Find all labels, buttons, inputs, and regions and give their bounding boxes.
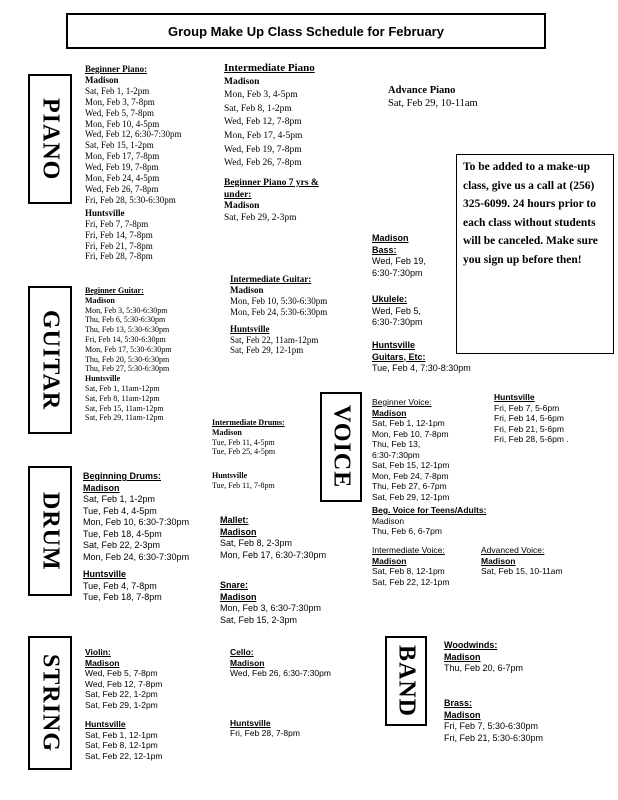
location-label: Madison: [444, 709, 481, 720]
schedule-item: Sat, Feb 8, 12-1pm: [85, 740, 158, 750]
schedule-list: [372, 256, 426, 279]
beginner-guitar-heading: Beginner Guitar:: [85, 286, 144, 295]
intermediate-piano-heading: Intermediate Piano: [224, 62, 315, 74]
location-label: Huntsville: [83, 569, 127, 579]
section-string: STRING: [28, 636, 72, 770]
schedule-item: Tue, Feb 25, 4-5pm: [212, 447, 276, 457]
schedule-item: Mon, Feb 17, 7-8pm: [85, 151, 160, 162]
schedule-item: Tue, Feb 4, 4-5pm: [83, 505, 157, 516]
beginner-piano-7-block: [224, 178, 320, 224]
location-label: Madison: [85, 295, 115, 305]
schedule-list: [224, 89, 315, 171]
schedule-item: Fri, Feb 21, 5:30-6:30pm: [444, 732, 544, 743]
schedule-item: Sat, Feb 1, 1-2pm: [85, 85, 150, 96]
location-label: Madison: [372, 515, 405, 526]
schedule-item: Tue, Feb 4, 7:30-8:30pm: [372, 363, 471, 373]
section-band: BAND: [385, 636, 427, 726]
madison-bass-block: [372, 233, 426, 279]
huntsville-guitars-block: [372, 340, 471, 375]
violin-block: [85, 647, 163, 761]
schedule-item: Thu, Feb 13, 5:30-6:30pm: [85, 325, 170, 335]
cello-heading: Cello:: [230, 647, 254, 657]
schedule-item: 6:30-7:30pm: [372, 317, 423, 327]
schedule-item: Sat, Feb 29, 11am-12pm: [85, 413, 164, 423]
schedule-list: [230, 335, 327, 357]
location-label: Huntsville: [85, 374, 121, 384]
intermediate-guitar-block: [230, 274, 327, 356]
schedule-item: Sat, Feb 29, 12-1pm: [372, 491, 450, 502]
location-label: Madison: [372, 233, 409, 243]
section-voice: VOICE: [320, 392, 362, 502]
schedule-item: Mon, Feb 17, 5:30-6:30pm: [85, 344, 172, 354]
schedule-list: [230, 668, 331, 679]
schedule-item: Mon, Feb 24, 4-5pm: [85, 173, 160, 184]
beginner-piano-block: [85, 64, 182, 262]
schedule-list: [224, 213, 320, 225]
location-label: Madison: [85, 74, 119, 85]
ukulele-block: [372, 294, 423, 329]
schedule-list: [372, 418, 450, 502]
schedule-item: Sat, Feb 8, 1-2pm: [224, 103, 292, 114]
intermediate-drums-block: [212, 418, 285, 491]
mallet-heading: Mallet:: [220, 515, 249, 525]
schedule-item: Mon, Feb 3, 5:30-6:30pm: [85, 305, 168, 315]
beginning-drums-heading: Beginning Drums:: [83, 471, 161, 481]
schedule-item: Sat, Feb 22, 1-2pm: [85, 689, 158, 699]
schedule-item: Sat, Feb 1, 12-1pm: [372, 418, 445, 428]
advance-piano-heading: Advance Piano: [388, 85, 456, 96]
schedule-item: Sat, Feb 15, 11am-12pm: [85, 403, 164, 413]
beg-voice-teens-block: [372, 505, 486, 537]
schedule-item: Mon, Feb 17, 4-5pm: [224, 130, 303, 141]
schedule-item: Sat, Feb 1, 1-2pm: [83, 494, 156, 504]
schedule-item: Tue, Feb 18, 7-8pm: [83, 592, 162, 602]
schedule-item: Mon, Feb 3, 6:30-7:30pm: [220, 603, 322, 613]
schedule-list: [212, 438, 285, 458]
schedule-item: Mon, Feb 24, 6:30-7:30pm: [83, 551, 190, 562]
location-label: Madison: [444, 651, 481, 662]
schedule-item: Sat, Feb 8, 12-1pm: [372, 566, 445, 576]
brass-heading: Brass:: [444, 698, 473, 708]
woodwinds-block: [444, 640, 523, 675]
schedule-item: Tue, Feb 11, 4-5pm: [212, 437, 275, 447]
schedule-list: [85, 86, 182, 206]
intermediate-drums-heading: Intermediate Drums:: [212, 418, 285, 427]
schedule-item: Sat, Feb 22, 11am-12pm: [230, 334, 319, 345]
location-label: Huntsville: [372, 340, 416, 350]
location-label: Huntsville: [85, 207, 125, 218]
schedule-item: Sat, Feb 29, 10-11am: [388, 98, 478, 109]
location-label: Madison: [372, 407, 407, 418]
schedule-list: [85, 306, 171, 375]
schedule-item: Wed, Feb 5, 7-8pm: [85, 668, 158, 678]
location-label: Huntsville: [494, 392, 535, 402]
ukulele-heading: Ukulele:: [372, 294, 408, 304]
schedule-item: Sat, Feb 29, 1-2pm: [85, 699, 158, 710]
schedule-item: Mon, Feb 3, 7-8pm: [85, 96, 155, 107]
violin-heading: Violin:: [85, 647, 111, 657]
beginner-piano-heading: Beginner Piano:: [85, 64, 148, 74]
schedule-list: [444, 721, 543, 744]
woodwinds-heading: Woodwinds:: [444, 640, 498, 650]
schedule-item: Mon, Feb 10, 6:30-7:30pm: [83, 517, 190, 527]
location-label: Madison: [230, 657, 265, 668]
section-guitar: GUITAR: [28, 286, 72, 434]
schedule-item: Sat, Feb 22, 2-3pm: [83, 540, 161, 550]
location-label: Madison: [220, 591, 257, 602]
intermediate-piano-block: [224, 62, 315, 171]
schedule-item: Mon, Feb 17, 6:30-7:30pm: [220, 549, 327, 560]
schedule-item: Mon, Feb 24, 7-8pm: [372, 470, 449, 481]
snare-heading: Snare:: [220, 580, 249, 590]
schedule-list: [85, 219, 182, 263]
page-title: Group Make Up Class Schedule for February: [66, 13, 546, 49]
section-drum: DRUM: [28, 466, 72, 596]
schedule-item: Tue, Feb 4, 7-8pm: [83, 580, 157, 591]
schedule-item: Sat, Feb 29, 12-1pm: [230, 345, 304, 356]
schedule-list: [388, 97, 478, 110]
notice-box: To be added to a make-up class, give us a call at (256) 325-6099. 24 hours prior to each class without students will be canceled. Make sure you sign up before then!: [456, 154, 614, 354]
schedule-item: Wed, Feb 12, 6:30-7:30pm: [85, 129, 182, 140]
schedule-item: Mon, Feb 10, 5:30-6:30pm: [230, 295, 328, 306]
schedule-item: Wed, Feb 5, 7-8pm: [85, 107, 155, 118]
advanced-voice-block: [481, 545, 563, 577]
schedule-item: Sat, Feb 22, 12-1pm: [85, 750, 163, 761]
schedule-item: Fri, Feb 14, 7-8pm: [85, 229, 153, 240]
location-label: Huntsville: [230, 323, 270, 334]
mallet-block: [220, 515, 326, 561]
brass-block: [444, 698, 543, 744]
beginning-drums-block: [83, 471, 189, 604]
cello-block: [230, 647, 331, 739]
schedule-item: Thu, Feb 13,: [372, 439, 421, 449]
schedule-item: Wed, Feb 12, 7-8pm: [85, 678, 163, 689]
intermediate-guitar-heading: Intermediate Guitar:: [230, 274, 312, 284]
schedule-list: [220, 538, 326, 561]
schedule-item: Mon, Feb 10, 7-8pm: [372, 428, 449, 439]
schedule-item: Sat, Feb 15, 10-11am: [481, 566, 563, 576]
schedule-item: Fri, Feb 28, 7-8pm: [230, 728, 300, 738]
schedule-item: Thu, Feb 20, 6-7pm: [444, 663, 524, 673]
beg-voice-teens-heading: Beg. Voice for Teens/Adults:: [372, 505, 487, 515]
location-label: Madison: [372, 555, 407, 566]
schedule-item: Thu, Feb 20, 5:30-6:30pm: [85, 354, 170, 364]
location-label: Madison: [224, 201, 260, 211]
schedule-list: [372, 526, 486, 537]
schedule-item: Wed, Feb 26, 7-8pm: [224, 158, 302, 169]
schedule-item: Fri, Feb 28, 5:30-6:30pm: [85, 194, 176, 205]
schedule-list: [220, 603, 321, 626]
advanced-voice-heading: Advanced Voice:: [481, 545, 545, 555]
advance-piano-block: [388, 84, 478, 110]
schedule-item: Sat, Feb 1, 11am-12pm: [85, 383, 160, 393]
location-label: Madison: [212, 427, 242, 437]
huntsville-guitars-heading: Guitars, Etc:: [372, 351, 426, 362]
schedule-item: Thu, Feb 27, 6-7pm: [372, 481, 447, 491]
schedule-item: Wed, Feb 26, 7-8pm: [85, 183, 159, 194]
schedule-item: Sat, Feb 22, 12-1pm: [372, 576, 450, 587]
schedule-item: 6:30-7:30pm: [372, 267, 423, 278]
schedule-list: [372, 306, 423, 329]
snare-block: [220, 580, 321, 626]
intermediate-voice-heading: Intermediate Voice:: [372, 545, 445, 555]
schedule-list: [494, 403, 569, 445]
schedule-item: Fri, Feb 28, 7-8pm: [85, 251, 153, 262]
schedule-item: Thu, Feb 6, 6-7pm: [372, 526, 442, 536]
schedule-item: Sat, Feb 15, 2-3pm: [220, 614, 298, 625]
schedule-item: Mon, Feb 24, 5:30-6:30pm: [230, 306, 328, 317]
beginner-voice-block: [372, 397, 450, 502]
location-label: Huntsville: [230, 717, 271, 728]
beginner-voice-heading: Beginner Voice:: [372, 397, 432, 407]
location-label: Huntsville: [212, 471, 248, 481]
schedule-item: Sat, Feb 29, 2-3pm: [224, 212, 297, 223]
location-label: Huntsville: [85, 719, 126, 729]
schedule-item: Mon, Feb 3, 4-5pm: [224, 90, 298, 101]
intermediate-voice-block: [372, 545, 450, 587]
location-label: Madison: [224, 76, 260, 87]
schedule-list: [212, 481, 285, 491]
schedule-list: [83, 494, 189, 563]
schedule-item: Wed, Feb 12, 7-8pm: [224, 117, 302, 128]
schedule-list: [372, 363, 471, 375]
schedule-list: [85, 730, 163, 762]
section-piano: PIANO: [28, 74, 72, 204]
schedule-item: Fri, Feb 7, 5:30-6:30pm: [444, 721, 539, 731]
schedule-list: [85, 384, 171, 423]
schedule-item: Fri, Feb 28, 5-6pm .: [494, 434, 569, 444]
schedule-item: Thu, Feb 27, 5:30-6:30pm: [85, 364, 170, 374]
schedule-list: [230, 296, 327, 318]
schedule-item: Fri, Feb 21, 5-6pm: [494, 423, 564, 434]
schedule-item: Sat, Feb 15, 12-1pm: [372, 460, 450, 470]
schedule-list: [481, 566, 563, 577]
schedule-item: Mon, Feb 10, 4-5pm: [85, 118, 160, 129]
location-label: Madison: [230, 284, 264, 295]
location-label: Madison: [481, 555, 516, 566]
voice-huntsville-block: [494, 392, 569, 445]
beginner-guitar-block: [85, 286, 171, 423]
schedule-item: Sat, Feb 8, 2-3pm: [220, 538, 293, 548]
schedule-item: Sat, Feb 1, 12-1pm: [85, 729, 158, 740]
schedule-item: Fri, Feb 14, 5-6pm: [494, 413, 564, 423]
schedule-list: [444, 663, 523, 675]
schedule-item: Wed, Feb 19, 7-8pm: [224, 144, 302, 155]
schedule-item: Fri, Feb 7, 7-8pm: [85, 218, 149, 229]
schedule-item: Tue, Feb 11, 7-8pm: [212, 480, 275, 490]
location-label: Madison: [85, 657, 120, 668]
location-label: Madison: [220, 526, 257, 537]
schedule-item: Fri, Feb 14, 5:30-6:30pm: [85, 334, 166, 344]
schedule-item: Wed, Feb 19,: [372, 256, 426, 266]
schedule-item: Wed, Feb 26, 6:30-7:30pm: [230, 668, 331, 678]
madison-bass-heading: Bass:: [372, 244, 397, 255]
schedule-list: [85, 668, 163, 710]
schedule-item: Fri, Feb 21, 7-8pm: [85, 240, 153, 251]
schedule-list: [372, 566, 450, 587]
schedule-list: [83, 581, 189, 604]
schedule-item: Thu, Feb 6, 5:30-6:30pm: [85, 315, 166, 325]
schedule-item: Sat, Feb 8, 11am-12pm: [85, 393, 160, 403]
beginner-piano-7-heading: Beginner Piano 7 yrs & under:: [224, 178, 319, 200]
schedule-item: Wed, Feb 19, 7-8pm: [85, 162, 159, 173]
schedule-item: 6:30-7:30pm: [372, 449, 420, 460]
schedule-item: Tue, Feb 18, 4-5pm: [83, 528, 162, 539]
schedule-item: Wed, Feb 5,: [372, 305, 421, 316]
schedule-list: [230, 728, 331, 739]
schedule-item: Sat, Feb 15, 1-2pm: [85, 140, 154, 151]
location-label: Madison: [83, 482, 120, 493]
schedule-item: Fri, Feb 7, 5-6pm: [494, 402, 560, 413]
